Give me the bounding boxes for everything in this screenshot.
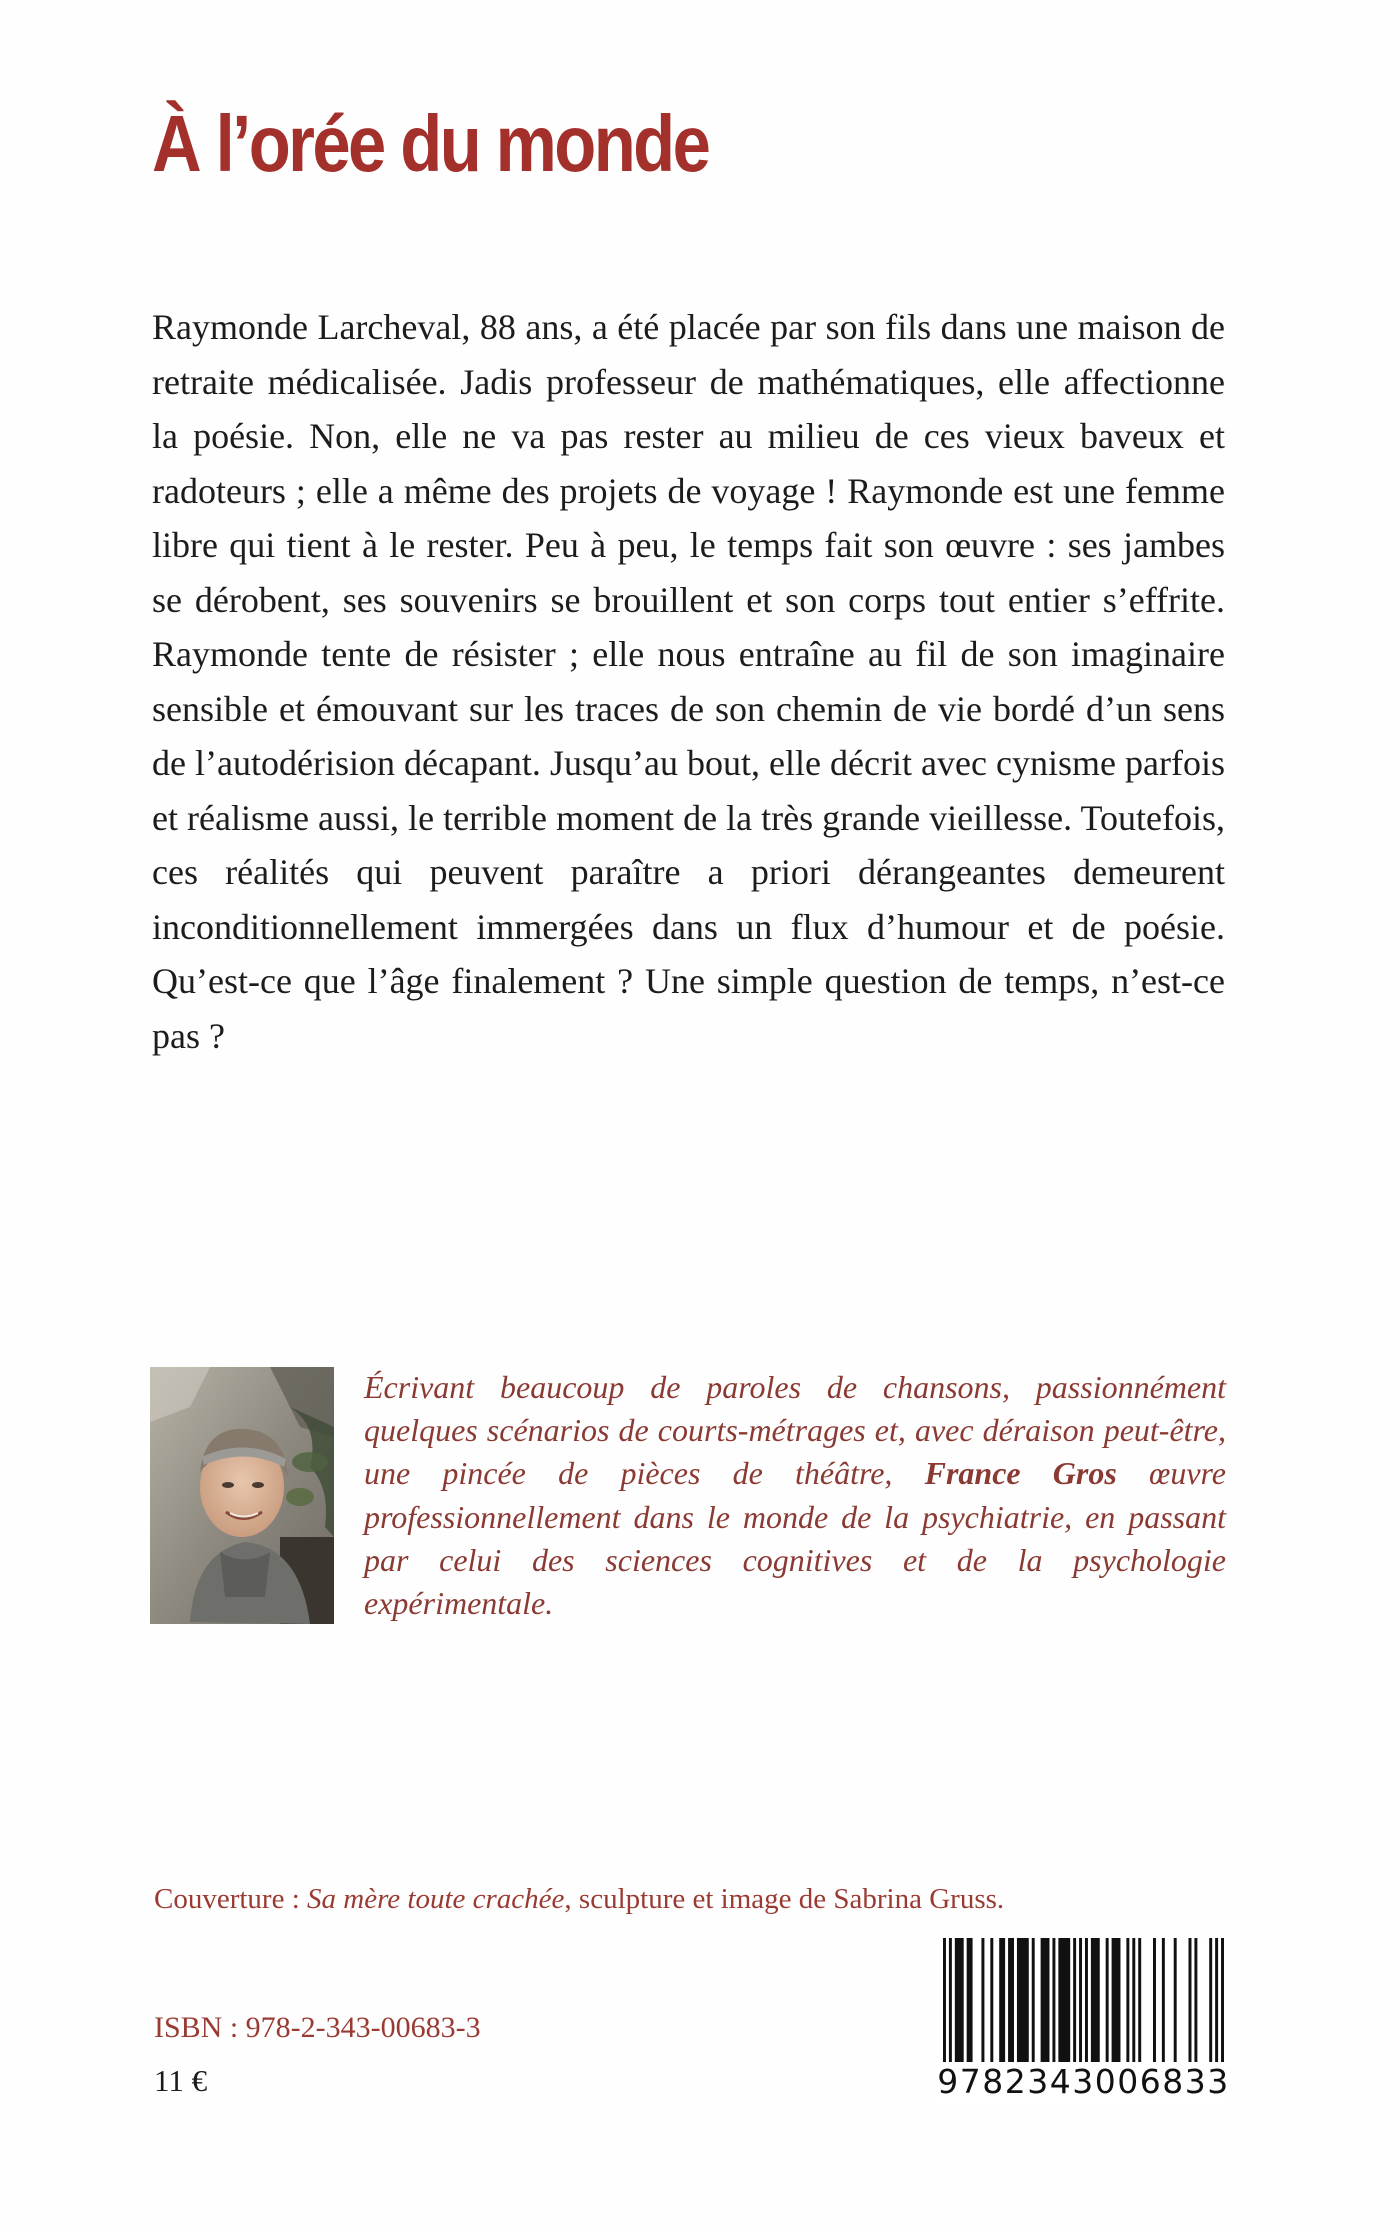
author-photo	[150, 1367, 334, 1624]
bio-text-end: œuvre professionnellement dans le monde de la psychiatrie, en passant par celui des sciences cognitives et de la psychologie expérimentale.	[364, 1455, 1227, 1622]
barcode-bar-15	[1085, 1938, 1088, 2066]
barcode-bar-14	[1079, 1938, 1082, 2066]
barcode-bar-28	[1215, 1938, 1218, 2066]
barcode-bar-23	[1162, 1938, 1165, 2066]
barcode-bar-19	[1126, 1938, 1129, 2066]
barcode-bar-1	[949, 1938, 952, 2066]
author-biography	[364, 1366, 1226, 1625]
credit-prefix: Couverture :	[154, 1883, 308, 1915]
barcode-bar-16	[1091, 1938, 1100, 2066]
isbn-barcode	[937, 1938, 1230, 2108]
credit-suffix: , sculpture et image de Sabrina Gruss.	[564, 1883, 1005, 1915]
barcode-bar-22	[1153, 1938, 1156, 2066]
barcode-bar-9	[1032, 1938, 1035, 2066]
barcode-bar-12	[1058, 1938, 1070, 2066]
book-title: À l’orée du monde	[152, 99, 709, 188]
book-summary: Raymonde Larcheval, 88 ans, a été placée par son fils dans une maison de retraite médicalisée. Jadis professeur de mathématiques, elle affectionne la poésie. Non, elle ne va pas rester au milieu de ces vieux baveux et radoteurs ; elle a même des projets de voyage ! Raymonde est une femme libre qui tient à le rester. Peu à peu, le temps fait son œuvre : ses jambes se dérobent, ses souvenirs se brouillent et son corps tout entier s’effrite. Raymonde tente de résister ; elle nous entraîne au fil de son imaginaire sensible et émouvant sur les traces de son chemin de vie bordé d’un sens de l’autodérision décapant. Jusqu’au bout, elle décrit avec cynisme parfois et réalisme aussi, le terrible moment de la très grande vieillesse. Toutefois, ces réalités qui peuvent paraître a priori dérangeantes demeurent inconditionnellement immergées dans un flux d’humour et de poésie. Qu’est-ce que l’âge finalement ? Une simple question de temps, n’est-ce pas ?	[152, 307, 1225, 1056]
barcode-bar-8	[1017, 1938, 1029, 2066]
book-price: 11 €	[154, 2063, 208, 2098]
barcode-bar-7	[1008, 1938, 1014, 2066]
barcode-bar-17	[1106, 1938, 1109, 2066]
barcode-bar-18	[1112, 1938, 1121, 2066]
barcode-bar-20	[1132, 1938, 1135, 2066]
barcode-digits: 9782343006833	[937, 2062, 1230, 2101]
barcode-bar-0	[943, 1938, 946, 2066]
cover-credit	[154, 1883, 1004, 1916]
barcode-bar-24	[1174, 1938, 1177, 2066]
barcode-bar-3	[967, 1938, 973, 2066]
barcode-bar-5	[990, 1938, 993, 2066]
credit-work-title: Sa mère toute crachée	[307, 1883, 565, 1915]
barcode-bar-11	[1052, 1938, 1055, 2066]
isbn-number: ISBN : 978-2-343-00683-3	[154, 2011, 481, 2044]
bio-text-start: Écrivant beaucoup de paroles de chansons, passionnément quelques scénarios de courts-métrages et, avec déraison peut-être, une pincée de pièces de théâtre,	[364, 1369, 1226, 1492]
barcode-bar-6	[999, 1938, 1005, 2066]
barcode-bar-21	[1138, 1938, 1141, 2066]
barcode-bar-25	[1189, 1938, 1192, 2066]
author-name: France Gros	[924, 1455, 1117, 1492]
barcode-bar-13	[1073, 1938, 1076, 2066]
barcode-bar-2	[955, 1938, 964, 2066]
barcode-bar-29	[1221, 1938, 1224, 2066]
barcode-bar-27	[1209, 1938, 1212, 2066]
barcode-bar-10	[1041, 1938, 1050, 2066]
barcode-bar-4	[981, 1938, 984, 2066]
barcode-bars	[937, 1938, 1230, 2066]
barcode-bar-26	[1194, 1938, 1197, 2066]
